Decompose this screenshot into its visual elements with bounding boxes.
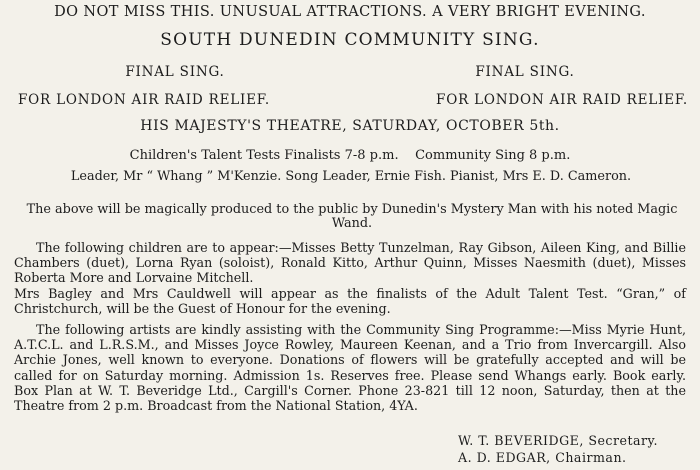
relief-left: FOR LONDON AIR RAID RELIEF. <box>18 92 270 108</box>
magic-paragraph: The above will be magically produced to the public by Dunedin's Mystery Man with his noted Magic Wand. <box>26 202 678 231</box>
artists-text: The following artists are kindly assisting with the Community Sing Programme:—Miss Myrie Hunt, A.T.C.L. and L.R.S.M., and Misses Joyce Rowley, Maureen Keenan, and a Trio from Invercargill. Also Archie Jones, well known to everyone. Donations of flowers will be gratefully accepted and will be called for on Saturday morning. Admission 1s. Reserves free. Please send Whangs early. Book early. Box Plan at W. T. Beveridge Ltd., Cargill's Corner. Phone 23-821 till 12 noon, Saturday, then at the Theatre from 2 p.m. Broadcast from the National Station, 4YA. <box>14 322 686 414</box>
relief-right: FOR LONDON AIR RAID RELIEF. <box>436 92 688 108</box>
children-paragraph <box>14 240 686 285</box>
banner-headline: DO NOT MISS THIS. UNUSUAL ATTRACTIONS. A VERY BRIGHT EVENING. <box>54 4 646 20</box>
leaders-paragraph: Leader, Mr “ Whang ” M'Kenzie. Song Leader, Ernie Fish. Pianist, Mrs E. D. Cameron. <box>70 169 632 184</box>
children-text: The following children are to appear:—Misses Betty Tunzelman, Ray Gibson, Aileen King, and Billie Chambers (duet), Lorna Ryan (soloist), Ronald Kitto, Arthur Quinn, Misses Naesmith (duet), Misses Roberta More and Lorvaine Mitchell. <box>14 240 686 285</box>
event-title: SOUTH DUNEDIN COMMUNITY SING. <box>160 30 540 50</box>
times-line: Children's Talent Tests Finalists 7-8 p.m. Community Sing 8 p.m. <box>129 148 571 163</box>
venue-line: HIS MAJESTY'S THEATRE, SATURDAY, OCTOBER 5th. <box>140 118 560 134</box>
adult-test-paragraph: Mrs Bagley and Mrs Cauldwell will appear as the finalists of the Adult Talent Test. “Gran,” of Christchurch, will be the Guest of Honour for the evening. <box>14 286 686 316</box>
final-sing-left: FINAL SING. <box>125 64 225 80</box>
artists-paragraph <box>14 322 686 413</box>
chairman-signature: A. D. EDGAR, Chairman. <box>458 450 627 465</box>
secretary-signature: W. T. BEVERIDGE, Secretary. <box>458 433 658 448</box>
relief-row <box>18 92 688 108</box>
final-sing-right: FINAL SING. <box>475 64 575 80</box>
final-sing-row <box>0 64 700 80</box>
